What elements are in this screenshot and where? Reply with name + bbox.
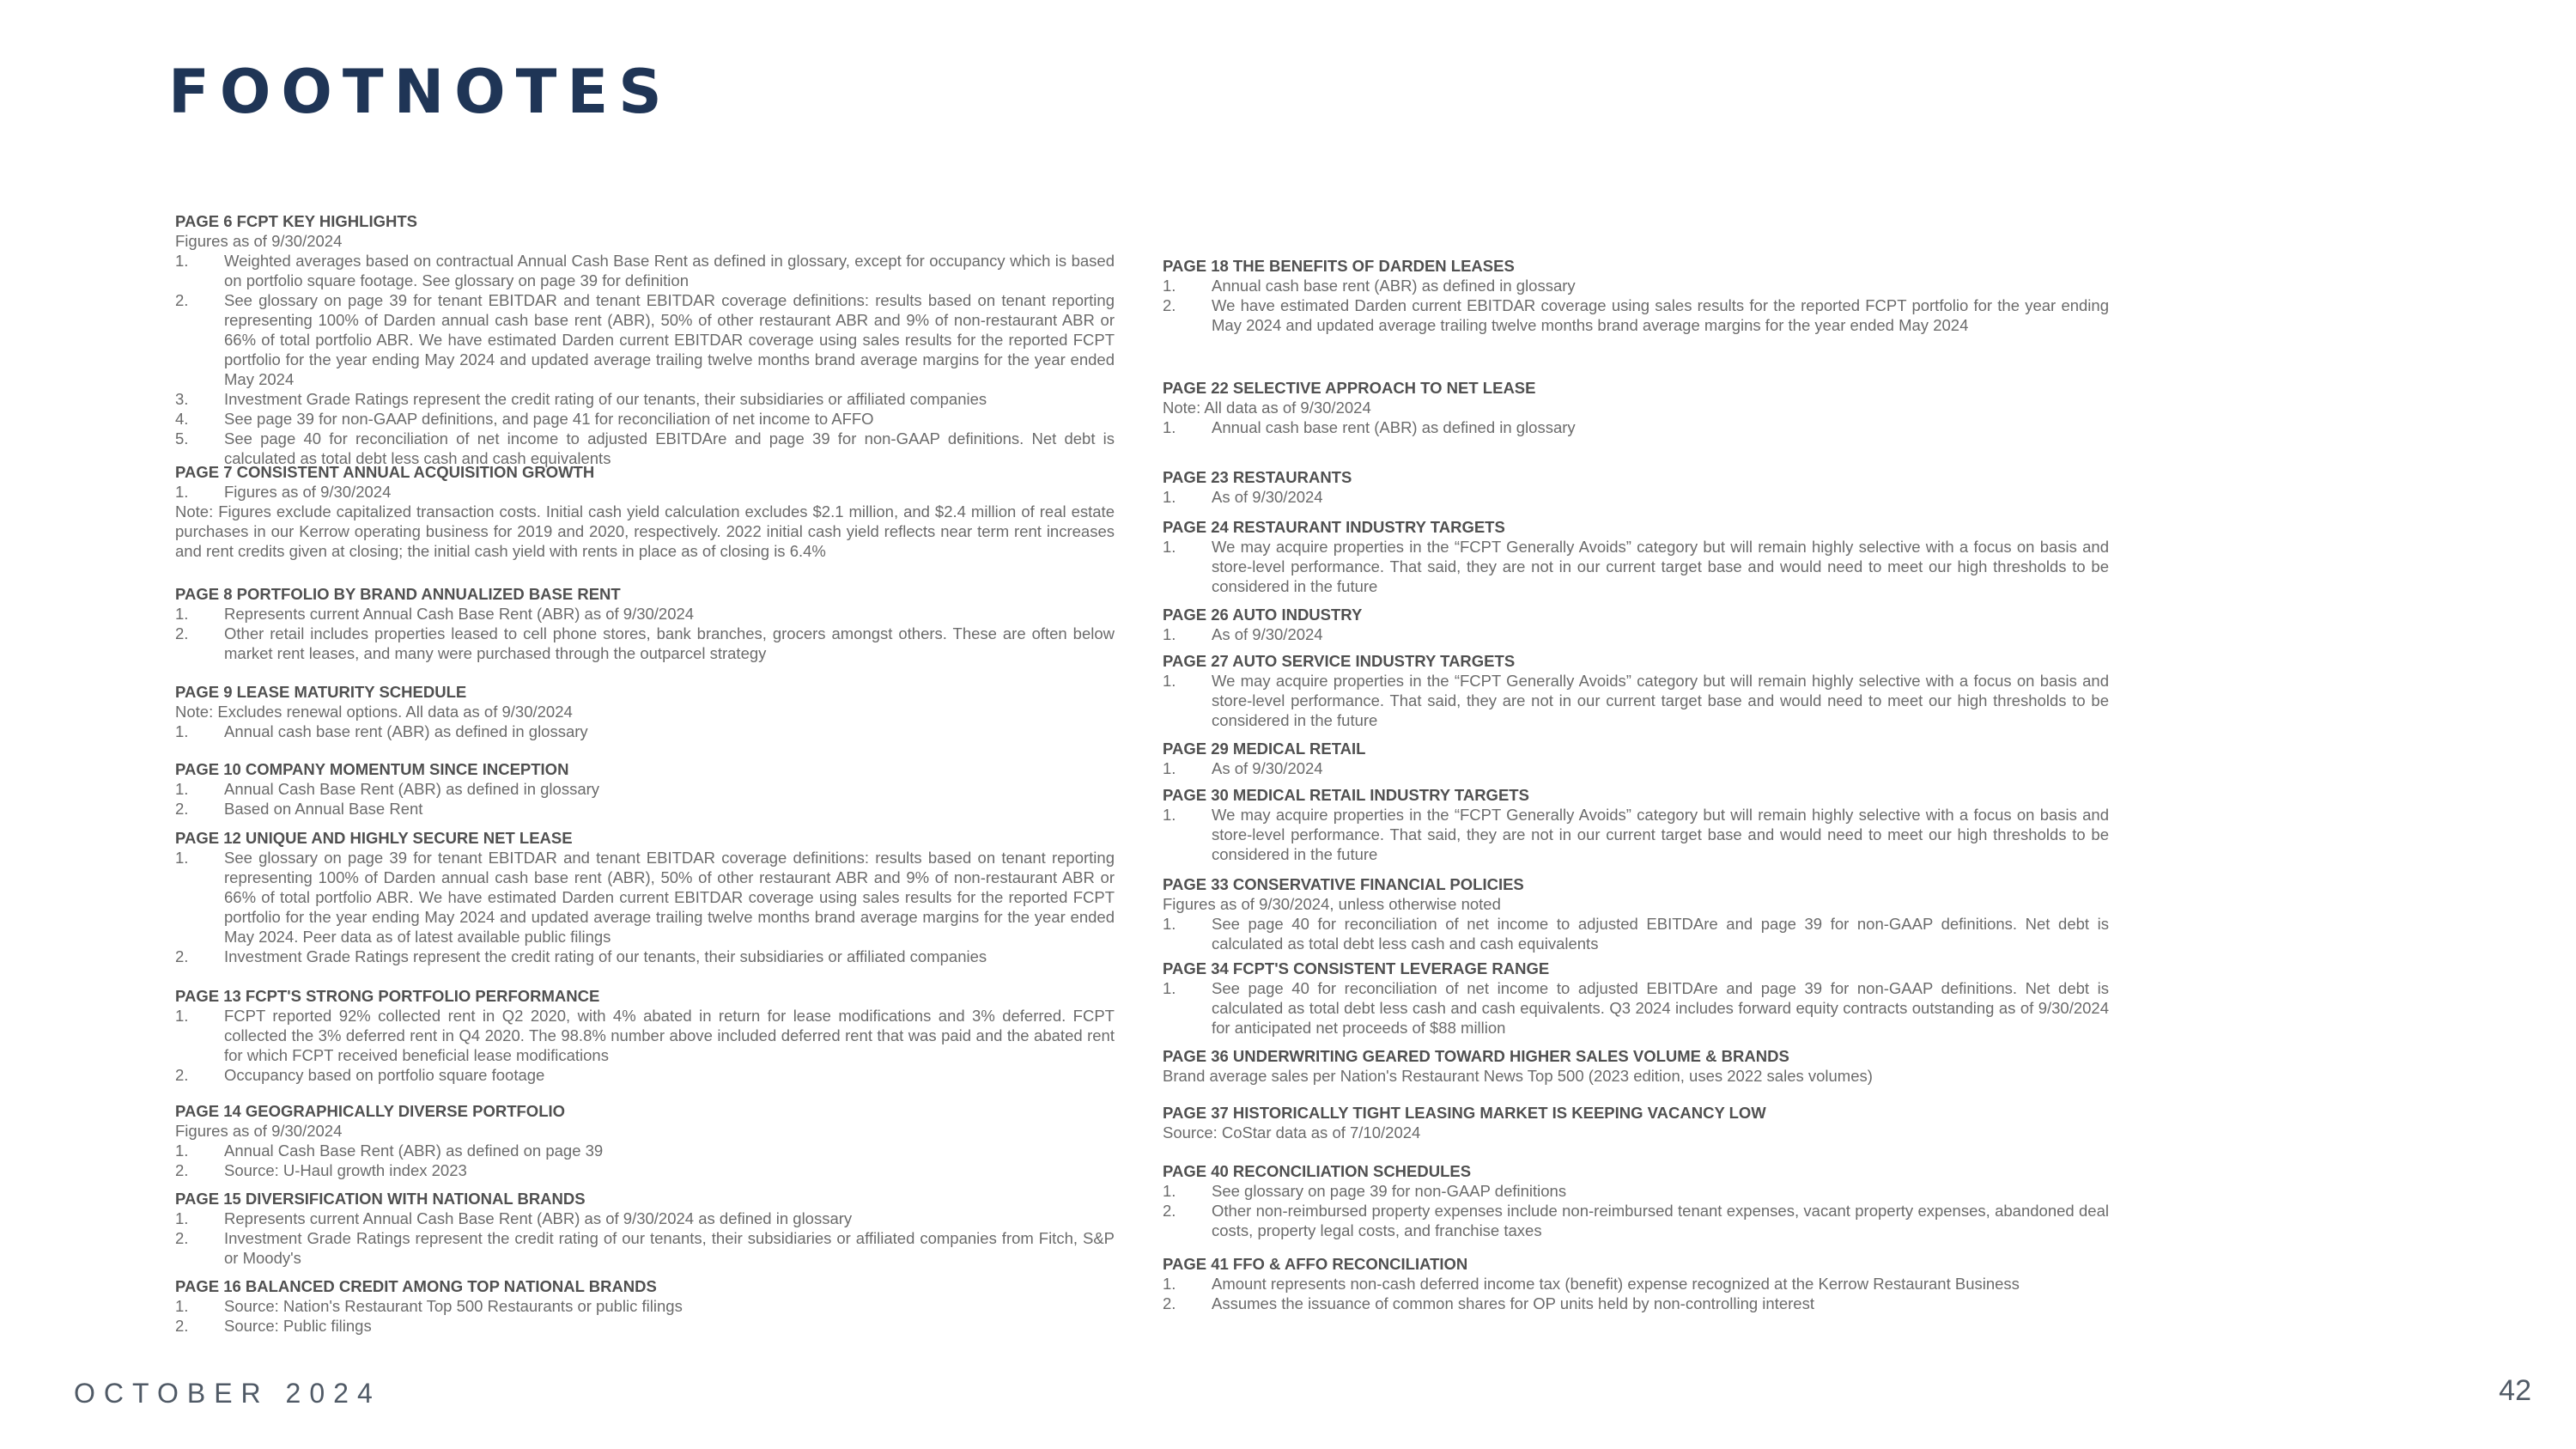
footnote-section (175, 211, 1115, 468)
footnote-item (175, 848, 1115, 947)
section-title: PAGE 37 HISTORICALLY TIGHT LEASING MARKET IS KEEPING VACANCY LOW (1163, 1104, 1766, 1122)
section-note: Figures as of 9/30/2024, unless otherwise noted (1163, 895, 1501, 913)
footnote-text: Weighted averages based on contractual Annual Cash Base Rent as defined in glossary, except for occupancy which is based on portfolio square footage. See glossary on page 39 for definition (224, 252, 1115, 289)
section-note: Note: All data as of 9/30/2024 (1163, 399, 1371, 417)
footnote-section (175, 759, 1115, 819)
footnote-item (1163, 758, 2109, 778)
footnote-item (1163, 487, 2109, 507)
footnote-item (1163, 537, 2109, 596)
footnote-text: Annual cash base rent (ABR) as defined in glossary (1212, 277, 1576, 295)
section-note: Figures as of 9/30/2024 (175, 232, 343, 250)
footnote-number: 1. (1163, 672, 1176, 690)
footnote-text: Amount represents non-cash deferred income tax (benefit) expense recognized at the Kerrow Restaurant Business (1212, 1275, 2020, 1293)
footnote-text: Other non-reimbursed property expenses include non-reimbursed tenant expenses, vacant property expenses, abandoned deal costs, property legal costs, and franchise taxes (1212, 1202, 2109, 1239)
footnote-text: See glossary on page 39 for tenant EBITDAR and tenant EBITDAR coverage definitions: results based on tenant reporting representing 100% of Darden annual cash base rent (ABR), 50% of other restaurant ABR and 9% of non-restaurant ABR or 66% of total portfolio ABR. We have estimated Darden current EBITDAR coverage using sales results for the reported FCPT portfolio for the year ending May 2024 and updated average trailing twelve months brand average margins for the year ended May 2024. Peer data as of latest available public filings (224, 849, 1115, 946)
footnote-text: Annual cash base rent (ABR) as defined in glossary (224, 722, 588, 740)
footnote-section (1163, 517, 2109, 596)
footer-date: OCTOBER 2024 (74, 1378, 381, 1409)
section-title: PAGE 18 THE BENEFITS OF DARDEN LEASES (1163, 257, 1515, 275)
footnote-section (175, 1189, 1115, 1268)
footnote-item (1163, 624, 2109, 644)
section-title: PAGE 34 FCPT'S CONSISTENT LEVERAGE RANGE (1163, 959, 1550, 977)
footnote-number: 1. (1163, 806, 1176, 824)
footnote-section (1163, 739, 2109, 778)
footnote-text: Figures as of 9/30/2024 (224, 483, 392, 501)
footnote-section (175, 1276, 1115, 1336)
section-title: PAGE 29 MEDICAL RETAIL (1163, 740, 1366, 758)
footnote-item (175, 799, 1115, 819)
footnote-item (175, 947, 1115, 966)
footnote-section (1163, 959, 2109, 1038)
footnote-number: 1. (175, 1142, 189, 1160)
section-title: PAGE 12 UNIQUE AND HIGHLY SECURE NET LEASE (175, 829, 573, 847)
footnote-item (1163, 1274, 2109, 1294)
footnote-text: Annual cash base rent (ABR) as defined in glossary (1212, 418, 1576, 436)
footnote-item (175, 1296, 1115, 1316)
footnote-number: 2. (175, 800, 189, 818)
footnote-item (175, 1006, 1115, 1065)
footnote-item (1163, 671, 2109, 730)
footnote-text: See glossary on page 39 for non-GAAP definitions (1212, 1182, 1567, 1200)
footnote-text: FCPT reported 92% collected rent in Q2 2020, with 4% abated in return for lease modifications and 3% deferred. FCPT collected the 3% deferred rent in Q4 2020. The 98.8% number above included deferred rent that was paid and the abated rent for which FCPT received beneficial lease modifications (224, 1007, 1115, 1064)
footnote-number: 2. (1163, 1202, 1176, 1220)
section-title: PAGE 22 SELECTIVE APPROACH TO NET LEASE (1163, 379, 1536, 397)
footnote-section (1163, 1254, 2109, 1313)
footnote-text: Investment Grade Ratings represent the credit rating of our tenants, their subsidiaries or affiliated companies (224, 947, 987, 965)
section-title: PAGE 8 PORTFOLIO BY BRAND ANNUALIZED BASE RENT (175, 585, 621, 603)
footnote-section (175, 986, 1115, 1085)
section-title: PAGE 16 BALANCED CREDIT AMONG TOP NATIONAL BRANDS (175, 1277, 657, 1295)
footnote-item (175, 1141, 1115, 1160)
footnote-text: Occupancy based on portfolio square footage (224, 1066, 545, 1084)
section-title: PAGE 24 RESTAURANT INDUSTRY TARGETS (1163, 518, 1505, 536)
section-title: PAGE 33 CONSERVATIVE FINANCIAL POLICIES (1163, 875, 1524, 893)
footnote-item (175, 1228, 1115, 1268)
section-title: PAGE 6 FCPT KEY HIGHLIGHTS (175, 212, 417, 230)
footnote-number: 1. (1163, 1275, 1176, 1293)
section-title: PAGE 9 LEASE MATURITY SCHEDULE (175, 683, 467, 701)
section-title: PAGE 26 AUTO INDUSTRY (1163, 606, 1363, 624)
page-number: 42 (2499, 1374, 2531, 1407)
footnote-text: See page 39 for non-GAAP definitions, and page 41 for reconciliation of net income to AFFO (224, 410, 874, 428)
footnote-text: As of 9/30/2024 (1212, 625, 1323, 643)
footnote-text: Source: Public filings (224, 1317, 372, 1335)
footnote-item (1163, 1201, 2109, 1240)
footnote-item (175, 290, 1115, 389)
section-title: PAGE 27 AUTO SERVICE INDUSTRY TARGETS (1163, 652, 1516, 670)
section-title: PAGE 14 GEOGRAPHICALLY DIVERSE PORTFOLIO (175, 1102, 566, 1120)
footnote-item (175, 624, 1115, 663)
footnote-item (175, 389, 1115, 409)
footnote-number: 2. (175, 1317, 189, 1335)
footnote-text: We may acquire properties in the “FCPT Generally Avoids” category but will remain highly selective with a focus on basis and store-level performance. That said, they are not in our current target base and would need to meet our high thresholds to be considered in the future (1212, 672, 2109, 729)
footnote-number: 1. (175, 849, 189, 867)
section-note: Source: CoStar data as of 7/10/2024 (1163, 1123, 1421, 1142)
section-title: PAGE 41 FFO & AFFO RECONCILIATION (1163, 1255, 1468, 1273)
footnote-text: Source: Nation's Restaurant Top 500 Restaurants or public filings (224, 1297, 683, 1315)
section-note: Figures as of 9/30/2024 (175, 1122, 343, 1140)
footnote-item (1163, 914, 2109, 953)
section-title: PAGE 10 COMPANY MOMENTUM SINCE INCEPTION (175, 760, 569, 778)
section-note: Brand average sales per Nation's Restaurant News Top 500 (2023 edition, uses 2022 sales volumes) (1163, 1067, 1873, 1085)
footnote-section (1163, 1103, 2109, 1142)
page-title: FOOTNOTES (168, 57, 672, 127)
footnote-number: 2. (175, 1229, 189, 1247)
footnote-text: Source: U-Haul growth index 2023 (224, 1161, 467, 1179)
footnote-text: We may acquire properties in the “FCPT Generally Avoids” category but will remain highly selective with a focus on basis and store-level performance. That said, they are not in our current target base and would need to meet our high thresholds to be considered in the future (1212, 806, 2109, 863)
footnote-item (175, 409, 1115, 429)
section-title: PAGE 7 CONSISTENT ANNUAL ACQUISITION GROWTH (175, 463, 595, 481)
footnote-section (1163, 605, 2109, 644)
footnote-number: 1. (175, 605, 189, 623)
footnote-number: 1. (175, 1209, 189, 1227)
footnote-text: See page 40 for reconciliation of net income to adjusted EBITDAre and page 39 for non-GAAP definitions. Net debt is calculated as total debt less cash and cash equivalents. Q3 2024 includes forward equity contracts outstanding as of 9/30/2024 for anticipated net proceeds of $88 million (1212, 979, 2109, 1037)
section-title: PAGE 13 FCPT'S STRONG PORTFOLIO PERFORMANCE (175, 987, 600, 1005)
footnote-section (175, 584, 1115, 663)
footnote-number: 2. (175, 1161, 189, 1179)
footnote-item (175, 1160, 1115, 1180)
footnote-item (1163, 805, 2109, 864)
footnote-section (1163, 1161, 2109, 1240)
footnote-section (175, 828, 1115, 966)
footnote-number: 2. (175, 624, 189, 642)
footnote-item (1163, 276, 2109, 295)
footnote-number: 1. (1163, 759, 1176, 777)
footnote-number: 2. (1163, 1294, 1176, 1312)
section-title: PAGE 15 DIVERSIFICATION WITH NATIONAL BRANDS (175, 1190, 586, 1208)
footnote-number: 2. (1163, 296, 1176, 314)
footnote-text: Based on Annual Base Rent (224, 800, 423, 818)
footnote-text: Annual Cash Base Rent (ABR) as defined in glossary (224, 780, 600, 798)
footnote-number: 1. (175, 1007, 189, 1025)
footnote-item (175, 604, 1115, 624)
footnote-text: We may acquire properties in the “FCPT Generally Avoids” category but will remain highly selective with a focus on basis and store-level performance. That said, they are not in our current target base and would need to meet our high thresholds to be considered in the future (1212, 538, 2109, 595)
footnote-text: Other retail includes properties leased to cell phone stores, bank branches, grocers amongst others. These are often below market rent leases, and many were purchased through the outparcel strategy (224, 624, 1115, 662)
footnote-text: Annual Cash Base Rent (ABR) as defined on page 39 (224, 1142, 604, 1160)
footnote-item (175, 1065, 1115, 1085)
footnote-item (1163, 1294, 2109, 1313)
footnote-number: 2. (175, 291, 189, 309)
footnote-item (1163, 1181, 2109, 1201)
footnote-text: Investment Grade Ratings represent the credit rating of our tenants, their subsidiaries or affiliated companies (224, 390, 987, 408)
footnote-item (175, 251, 1115, 290)
footnote-item (175, 1209, 1115, 1228)
footnote-item (175, 1316, 1115, 1336)
footnote-number: 1. (1163, 625, 1176, 643)
footnote-item (1163, 978, 2109, 1038)
footnote-text: Assumes the issuance of common shares for OP units held by non-controlling interest (1212, 1294, 1814, 1312)
section-title: PAGE 40 RECONCILIATION SCHEDULES (1163, 1162, 1472, 1180)
footnote-item (175, 482, 1115, 502)
footnote-text: Represents current Annual Cash Base Rent (ABR) as of 9/30/2024 as defined in glossary (224, 1209, 853, 1227)
footnote-number: 1. (1163, 915, 1176, 933)
footnote-number: 1. (1163, 418, 1176, 436)
footnote-text: See glossary on page 39 for tenant EBITDAR and tenant EBITDAR coverage definitions: results based on tenant reporting representing 100% of Darden annual cash base rent (ABR), 50% of other restaurant ABR and 9% of non-restaurant ABR or 66% of total portfolio ABR. We have estimated Darden current EBITDAR coverage using sales results for the reported FCPT portfolio for the year ending May 2024 and updated average trailing twelve months brand average margins for the year ended May 2024 (224, 291, 1115, 388)
footnote-item (175, 779, 1115, 799)
footnote-section (1163, 256, 2109, 335)
footnote-number: 1. (1163, 979, 1176, 997)
section-note: Note: Figures exclude capitalized transaction costs. Initial cash yield calculation excludes $2.1 million, and $2.4 million of real estate purchases in our Kerrow operating business for 2019 and 2020, respectively. 2022 initial cash yield reflects near term rent increases and rent credits given at closing; the initial cash yield with rents in place as of closing is 6.4% (175, 502, 1115, 560)
footnote-number: 1. (175, 1297, 189, 1315)
section-title: PAGE 23 RESTAURANTS (1163, 468, 1352, 486)
footnote-section (175, 462, 1115, 561)
footnote-number: 2. (175, 1066, 189, 1084)
footnote-number: 1. (1163, 538, 1176, 556)
section-note: Note: Excludes renewal options. All data as of 9/30/2024 (175, 703, 573, 721)
footnote-number: 1. (175, 483, 189, 501)
footnote-number: 1. (175, 722, 189, 740)
footnote-number: 1. (1163, 488, 1176, 506)
footnote-text: As of 9/30/2024 (1212, 488, 1323, 506)
footnote-number: 3. (175, 390, 189, 408)
footnote-section (1163, 1046, 2109, 1086)
section-title: PAGE 30 MEDICAL RETAIL INDUSTRY TARGETS (1163, 786, 1529, 804)
footnote-section (1163, 467, 2109, 507)
footnote-item (1163, 417, 2109, 437)
footnote-number: 2. (175, 947, 189, 965)
footnote-number: 1. (1163, 1182, 1176, 1200)
footnote-text: As of 9/30/2024 (1212, 759, 1323, 777)
footnote-text: We have estimated Darden current EBITDAR coverage using sales results for the reported FCPT portfolio for the year ending May 2024 and updated average trailing twelve months brand average margins for the year ended May 2024 (1212, 296, 2109, 334)
footnote-number: 5. (175, 429, 189, 447)
footnote-number: 4. (175, 410, 189, 428)
footnote-text: Investment Grade Ratings represent the credit rating of our tenants, their subsidiaries or affiliated companies from Fitch, S&P or Moody's (224, 1229, 1115, 1267)
footnote-section (1163, 785, 2109, 864)
footnote-text: See page 40 for reconciliation of net income to adjusted EBITDAre and page 39 for non-GAAP definitions. Net debt is calculated as total debt less cash and cash equivalents (224, 429, 1115, 467)
footnote-section (1163, 378, 2109, 437)
footnote-number: 1. (1163, 277, 1176, 295)
footnote-section (1163, 874, 2109, 953)
footnote-section (175, 682, 1115, 741)
section-title: PAGE 36 UNDERWRITING GEARED TOWARD HIGHER SALES VOLUME & BRANDS (1163, 1047, 1789, 1065)
footnote-number: 1. (175, 252, 189, 270)
footnote-text: Represents current Annual Cash Base Rent (ABR) as of 9/30/2024 (224, 605, 695, 623)
footnote-item (1163, 295, 2109, 335)
footnote-number: 1. (175, 780, 189, 798)
footnote-item (175, 721, 1115, 741)
footnote-section (1163, 651, 2109, 730)
footnote-section (175, 1101, 1115, 1180)
footnote-text: See page 40 for reconciliation of net income to adjusted EBITDAre and page 39 for non-GAAP definitions. Net debt is calculated as total debt less cash and cash equivalents (1212, 915, 2109, 953)
